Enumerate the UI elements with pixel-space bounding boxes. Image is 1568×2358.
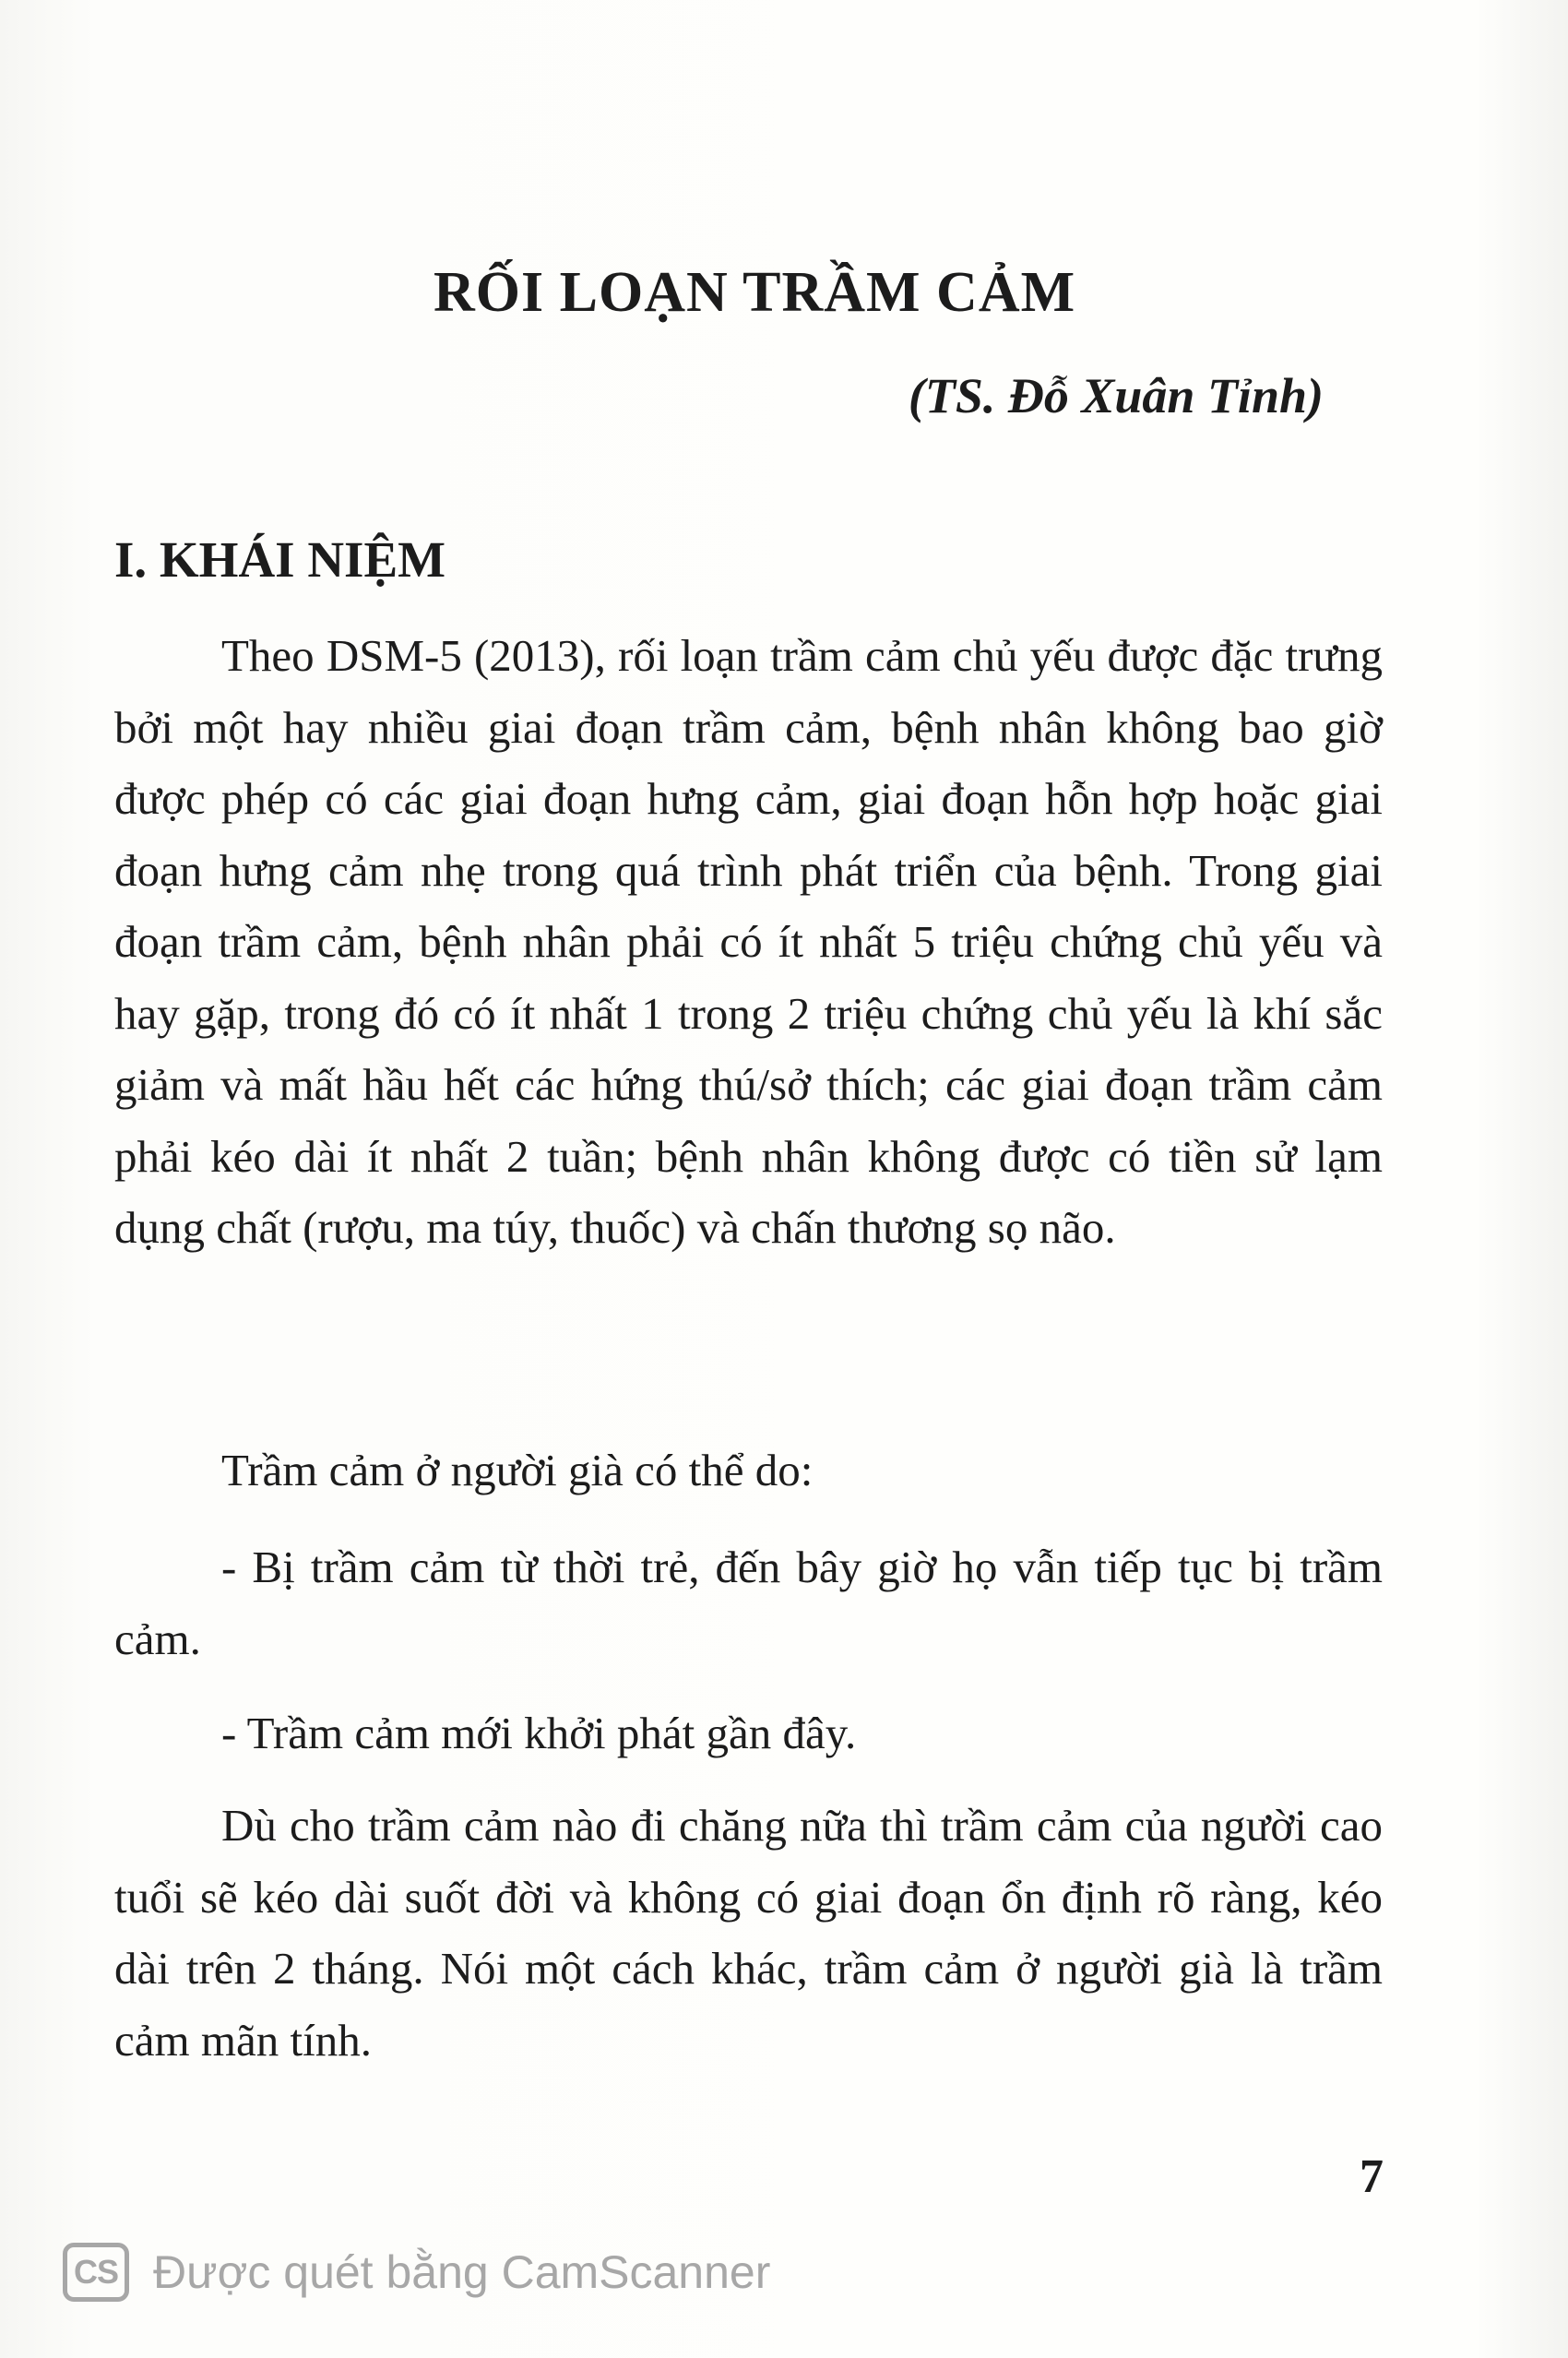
watermark-text: Được quét bằng CamScanner	[153, 2246, 771, 2298]
camscanner-logo-icon: CS	[63, 2243, 129, 2302]
list-item-cause-1: - Bị trầm cảm từ thời trẻ, đến bây giờ họ vẫn tiếp tục bị trầm cảm.	[114, 1542, 1383, 1664]
paragraph-causes-intro: Trầm cảm ở người già có thể do:	[221, 1445, 814, 1495]
camscanner-watermark	[63, 2231, 770, 2314]
list-item-cause-2: - Trầm cảm mới khởi phát gần đây.	[221, 1708, 857, 1758]
author-line: (TS. Đỗ Xuân Tỉnh)	[908, 368, 1324, 423]
page-number: 7	[1360, 2150, 1384, 2203]
chapter-title: RỐI LOẠN TRẦM CẢM	[434, 261, 1076, 324]
paragraph-definition: Theo DSM-5 (2013), rối loạn trầm cảm chủ yếu được đặc trưng bởi một hay nhiều giai đoạn trầm cảm, bệnh nhân không bao giờ được phép có các giai đoạn hưng cảm, giai đoạn hỗn hợp hoặc giai đoạn hưng cảm nhẹ trong quá trình phát triển của bệnh. Trong giai đoạn trầm cảm, bệnh nhân phải có ít nhất 5 triệu chứng chủ yếu và hay gặp, trong đó có ít nhất 1 trong 2 triệu chứng chủ yếu là khí sắc giảm và mất hầu hết các hứng thú/sở thích; các giai đoạn trầm cảm phải kéo dài ít nhất 2 tuần; bệnh nhân không được có tiền sử lạm dụng chất (rượu, ma túy, thuốc) và chấn thương sọ não.	[114, 630, 1383, 1253]
section-heading: I. KHÁI NIỆM	[114, 531, 446, 588]
paragraph-conclusion: Dù cho trầm cảm nào đi chăng nữa thì trầm cảm của người cao tuổi sẽ kéo dài suốt đời và không có giai đoạn ổn định rõ ràng, kéo dài trên 2 tháng. Nói một cách khác, trầm cảm ở người già là trầm cảm mãn tính.	[114, 1800, 1383, 2066]
